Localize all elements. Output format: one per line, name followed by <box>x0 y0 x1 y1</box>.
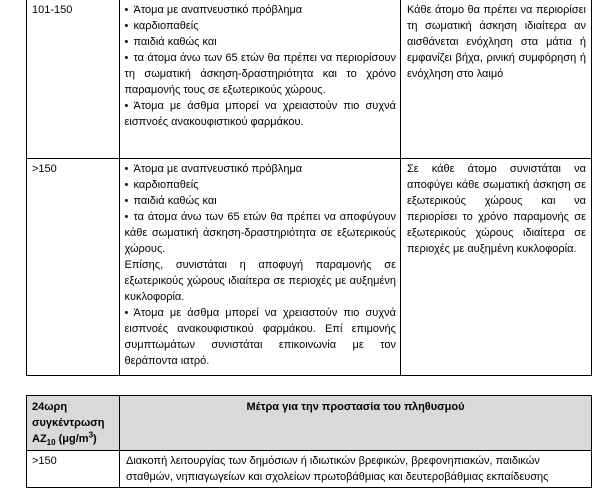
range-cell: >150 <box>27 159 120 376</box>
general-public-cell <box>400 159 591 376</box>
header-row <box>27 396 592 451</box>
list-item: • Άτομα με άσθμα μπορεί να χρειαστούν πιο συχνά εισπνοές ανακουφιστικού φαρμάκου. <box>124 98 395 130</box>
header-line-1: 24ωρη <box>32 401 68 413</box>
table-row <box>27 159 592 376</box>
population-protection-table <box>26 395 592 488</box>
list-item: • τα άτομα άνω των 65 ετών θα πρέπει να περιορίσουν τη σωματική άσκηση-δραστηριότητα και το χρόνο παραμονής τους σε εξωτερικούς χώρους. <box>124 50 395 98</box>
pm10-label: ΑΖ <box>32 433 47 445</box>
unit-label <box>58 430 97 445</box>
list-item: • παιδιά καθώς και <box>124 193 395 209</box>
list-item: • Άτομα με αναπνευστικό πρόβλημα <box>124 2 395 18</box>
list-item: • παιδιά καθώς και <box>124 34 395 50</box>
sensitive-groups-cell <box>120 0 400 159</box>
unit-superscript: 3 <box>88 430 94 440</box>
unit-prefix: (μg/m <box>58 433 89 445</box>
advice-note: Επίσης, συνιστάται η αποφυγή παραμονής σε εξωτερικούς χώρους ιδιαίτερα σε περιοχές με αυξημένη κυκλοφορία. <box>124 259 396 303</box>
sensitive-groups-cell <box>120 159 400 376</box>
general-public-text: Σε κάθε άτομο συνιστάται να αποφύγει κάθε σωματική άσκηση σε εξωτερικούς χώρους και να περιορίσει το χρόνο παραμονής σε εξωτερικούς χώρους ιδιαίτερα σε περιοχές με αυξημένη κυκλοφορία. <box>406 163 586 255</box>
unit-suffix: ) <box>93 433 97 445</box>
measure-cell: Διακοπή λειτουργίας των δημόσιων ή ιδιωτικών βρεφικών, βρεφονηπιακών, παιδικών σταθμών, νηπιαγωγείων και σχολείων πρωτοβάθμιας και δευτεροβάθμιας εκπαίδευσης <box>120 451 592 488</box>
pm10-subscript: 10 <box>46 438 56 448</box>
list-item: • τα άτομα άνω των 65 ετών θα πρέπει να αποφύγουν κάθε σωματική άσκηση-δραστηριότητα σε εξωτερικούς χώρους. <box>124 209 395 257</box>
table-row <box>27 451 592 488</box>
general-public-cell <box>400 0 591 159</box>
header-line-2: συγκέντρωση <box>32 417 105 429</box>
measures-header: Μέτρα για την προστασία του πληθυσμού <box>120 396 592 451</box>
table-row <box>27 0 592 159</box>
list-item: • καρδιοπαθείς <box>124 177 395 193</box>
list-item: • καρδιοπαθείς <box>124 18 395 34</box>
concentration-header <box>27 396 120 451</box>
range-cell: >150 <box>27 451 120 488</box>
general-public-text: Κάθε άτομο θα πρέπει να περιορίσει τη σωματική άσκηση ιδιαίτερα αν αισθάνεται ενόχληση στα μάτια ή εμφανίζει βήχα, ρινική συμφόρηση ή ενόχληση στο λαιμό <box>406 4 586 80</box>
air-quality-measures-table <box>26 0 592 376</box>
list-item: • Άτομα με άσθμα μπορεί να χρειαστούν πιο συχνά εισπνοές ανακουφιστικού φαρμάκου. Επί επιμονής συμπτωμάτων συνιστάται επικοινωνία με τον θεράποντα ιατρό. <box>124 305 395 369</box>
list-item: • Άτομα με αναπνευστικό πρόβλημα <box>124 161 395 177</box>
range-cell: 101-150 <box>27 0 120 159</box>
